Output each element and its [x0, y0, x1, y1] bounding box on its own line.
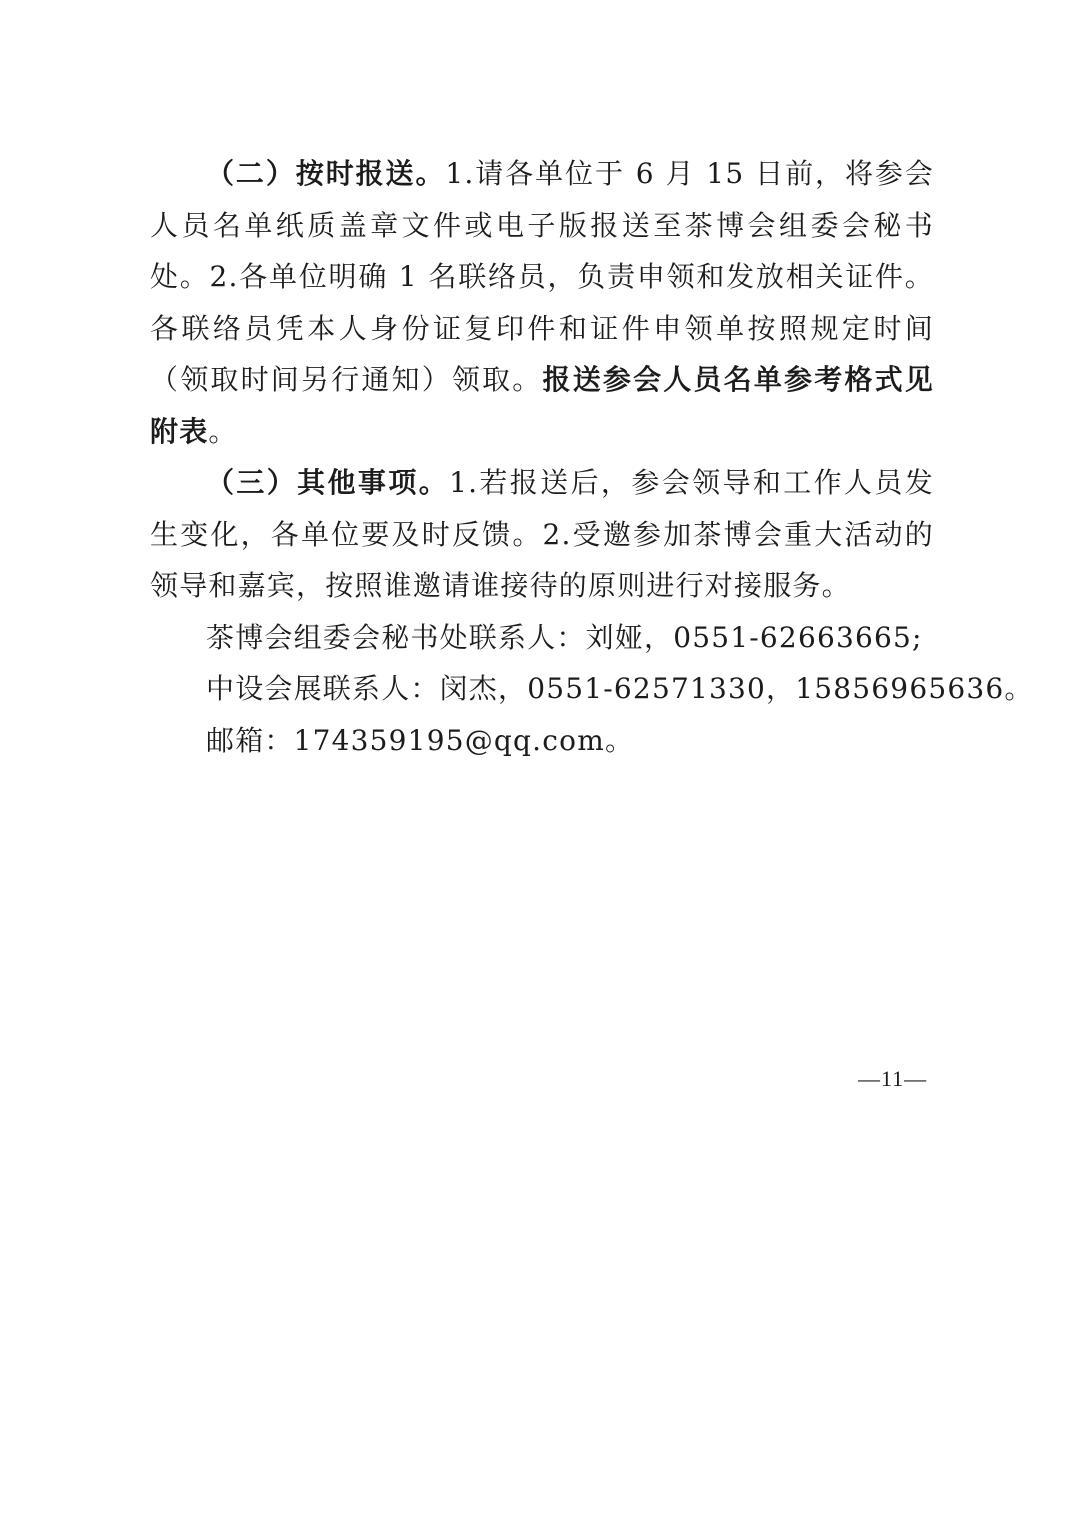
section-2-paragraph	[150, 148, 934, 457]
section-3-paragraph	[150, 457, 934, 612]
contact-secretariat: 茶博会组委会秘书处联系人：刘娅，0551-62663665;	[206, 620, 923, 654]
section-3-text: 1.若报送后，参会领导和工作人员发生变化，各单位要及时反馈。2.受邀参加茶博会重大活动的领导和嘉宾，按照谁邀请谁接待的原则进行对接服务。	[150, 466, 934, 602]
page-number: —11—	[858, 1066, 928, 1091]
contact-exhibition: 中设会展联系人：闵杰，0551-62571330，15856965636。	[206, 672, 1034, 705]
section-3-heading: （三）其他事项。	[206, 466, 450, 499]
contact-email: 邮箱：174359195@qq.com。	[206, 723, 635, 757]
section-2-heading: （二）按时报送。	[206, 157, 446, 190]
section-2-text: 1.请各单位于 6 月 15 日前，将参会人员名单纸质盖章文件或电子版报送至茶博会组委会秘书处。2.各单位明确 1 名联络员，负责申领和发放相关证件。各联络员凭本人身份证复印件和证件申领单按照规定时间（领取时间另行通知）领取。	[150, 157, 934, 396]
section-2-tail: 。	[208, 414, 238, 448]
section-2-emphasis: 报送参会人员名单参考格式见附表	[150, 363, 934, 448]
document-body	[150, 148, 1034, 766]
